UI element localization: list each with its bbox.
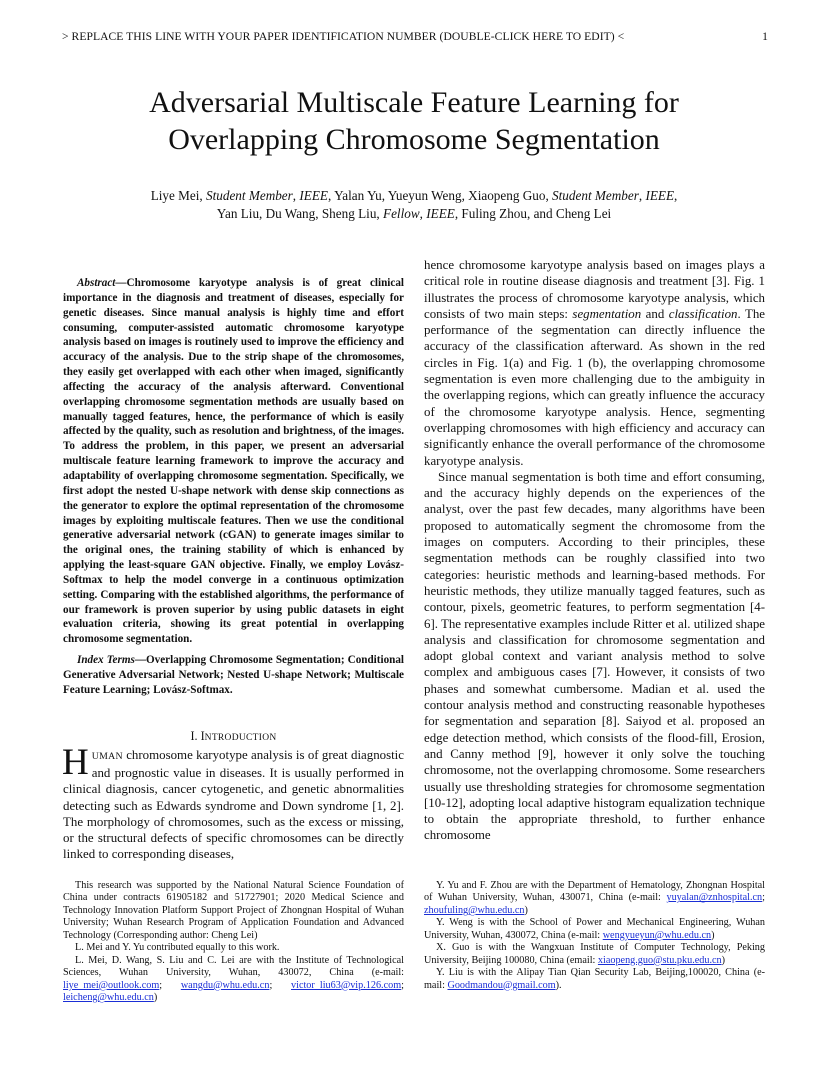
separator: ; — [401, 979, 404, 991]
intro-smallcaps: UMAN — [91, 751, 123, 762]
footnote-text: Y. Yu and F. Zhou are with the Department of Hematology, Zhongnan Hospital of Wuhan University, Wuhan, 430071, China (e-mail: — [424, 880, 765, 904]
footnote: This research was supported by the National Natural Science Foundation of China under contracts 61905182 and 51727901; 2020 Medical Science and Technology Innovation Platform Support Project of Zhongnan Hospital of Wuhan University; Wuhan Research Program of Application Foundation and Advanced Technology (Corresponding author: Cheng Lei) — [63, 880, 404, 941]
author-org: IEEE — [299, 188, 328, 203]
author-text: Yan Liu, Du Wang, Sheng Liu, — [216, 206, 384, 221]
email-link[interactable]: xiaopeng.guo@stu.pku.edu.cn — [597, 954, 722, 966]
footnote: L. Mei and Y. Yu contributed equally to this work. — [75, 942, 280, 954]
email-link[interactable]: wangdu@whu.edu.cn — [180, 979, 270, 991]
footnote-text: Y. Weng is with the School of Power and Mechanical Engineering, Wuhan University, Wuhan, 430072, China (e-mail: — [424, 917, 765, 941]
title-line-2: Overlapping Chromosome Segmentation — [168, 123, 660, 156]
author-role: Fellow — [383, 206, 420, 221]
footnote — [424, 942, 765, 967]
footnote — [424, 880, 765, 917]
section-numeral: I. — [190, 729, 201, 743]
footnote — [63, 955, 404, 1005]
footnotes-right — [424, 880, 765, 992]
author-text: Yalan Yu, Yueyun Weng, Xiaopeng Guo, — [334, 188, 553, 203]
separator: ; — [762, 892, 765, 904]
email-link[interactable]: wengyueyun@whu.edu.cn — [602, 929, 712, 941]
abstract-label: Abstract — [77, 277, 116, 289]
intro-text: chromosome karyotype analysis is of great diagnostic and prognostic value in diseases. It is usually performed in clinical diagnosis, cancer cytogenetic, and genetic abnormalities detecting such as Edwards syndrome and Down syndrome [1, 2]. The morphology of chromosomes, such as the excess or missing, or the structural defects of specific chromosomes can be directly linked to corresponding diseases, — [63, 748, 404, 862]
emphasis: segmentation — [572, 306, 642, 321]
body-text: hence chromosome karyotype analysis based on images plays a critical role in routine disease diagnosis and treatment [3]. Fig. 1 illustrates the process of chromosome karyotype analysis, which consists of two main steps: — [424, 258, 765, 321]
footnote-end: ) — [721, 954, 726, 966]
author-line-2: Yan Liu, Du Wang, Sheng Liu, Fellow, IEEE, Fuling Zhou, and Cheng Lei — [216, 206, 612, 221]
title-line-1: Adversarial Multiscale Feature Learning for — [149, 86, 679, 119]
running-head-text: > REPLACE THIS LINE WITH YOUR PAPER IDENTIFICATION NUMBER (DOUBLE-CLICK HERE TO EDIT) < — [62, 30, 625, 43]
page-number: 1 — [762, 30, 768, 43]
footnote-text: L. Mei, D. Wang, S. Liu and C. Lei are with the Institute of Technological Sciences, Wuhan University, Wuhan, 430072, China (e-mail: — [63, 954, 404, 979]
author-role: Student Member — [206, 188, 293, 203]
emphasis: classification — [668, 306, 738, 321]
email-link[interactable]: zhoufuling@whu.edu.cn — [424, 904, 525, 916]
footnotes-left — [63, 880, 404, 1005]
author-role: Student Member — [552, 188, 639, 203]
index-terms-text: —Overlapping Chromosome Segmentation; Conditional Generative Adversarial Network; Nested U-shape Network; Multiscale Feature Learning; Lovász-Softmax. — [63, 654, 405, 696]
body-paragraph: Since manual segmentation is both time and effort consuming, and the accuracy highly depends on the experiences of the analyst, over the past few decades, many algorithms have been proposed to automatically segment the chromosome from the images on computers. According to their principles, these segmentation methods can be roughly classified into two categories: heuristic methods and learning-based methods. For heuristic methods, they utilize manually tagged features, such as contour, pixels, geometric features, to perform segmentation [4-6]. The representative examples include Ritter et al. utilized shape analysis and classification for chromosome segmentation and adopt global context and variant analysis method to solve complex and ambiguous cases [7]. However, it consists of two phases and somewhat cumbersome. Madian et al. used the contour analysis method and constructing reasonable hypotheses for segmentation and separation [8]. Saiyod et al. proposed an edge detection method, which consists of the flood-fill, Erosion, and Canny method [9], however it only solve the touching chromosome, not the overlapping chromosome. Some researchers usually use thresholding strategies for chromosome segmentation [10-12], adopting local adaptive histogram equalization technique to obtain the appropriate threshold, to further enhance chromosome — [424, 469, 765, 843]
introduction-paragraph — [62, 742, 404, 862]
section-title-rest: NTRODUCTION — [204, 733, 277, 743]
index-terms-label: Index Terms — [77, 654, 135, 666]
footnote-text: Y. Liu is with the Alipay Tian Qian Security Lab, Beijing,100020, China (e-mail: — [424, 967, 765, 991]
footnote-end: ) — [711, 929, 715, 941]
email-link[interactable]: leicheng@whu.edu.cn — [63, 992, 154, 1004]
author-text: Liye Mei, — [150, 188, 206, 203]
section-heading — [63, 729, 404, 744]
index-terms — [63, 653, 404, 698]
author-list — [60, 187, 768, 223]
separator: ; — [269, 979, 292, 991]
email-link[interactable]: Goodmandou@gmail.com — [447, 979, 556, 991]
footnote-end: ). — [555, 979, 562, 991]
body-text: . The performance of the segmentation can directly influence the accuracy of the classification afterward. As shown in the red circles in Fig. 1(a) and Fig. 1 (b), the overlapping chromosome segmentation is even more challenging due to the ambiguity in the overlapping regions, which can greatly influence the accuracy of the chromosome karyotype analysis. Hence, segmenting overlapping chromosomes with high efficiency and accuracy can significantly enhance the overall performance of the chromosome karyotype analysis. — [424, 306, 765, 468]
paper-title — [60, 84, 768, 158]
email-link[interactable]: liye_mei@outlook.com — [63, 979, 160, 991]
abstract — [63, 276, 404, 647]
footnote — [424, 917, 765, 942]
section-first-letter: I — [200, 729, 205, 743]
footnote-end: ) — [153, 992, 158, 1004]
author-org: IEEE — [645, 188, 674, 203]
abstract-text: —Chromosome karyotype analysis is of great clinical importance in the diagnosis and treatment of diseases, especially for genetic diseases. Since manual analysis is highly time and effort consuming, computer-assisted automatic chromosome karyotype analysis based on images is routinely used to improve the efficiency and accuracy of the analysis. Due to the strip shape of the chromosomes, they easily get overlapped with each other when imaged, significantly affecting the accuracy of the analysis afterward. Conventional overlapping chromosome segmentation methods are usually based on manually tagged features, hence, the performance of which is easily affected by the quality, such as resolution and brightness, of the images. To address the problem, in this paper, we present an adversarial multiscale feature learning framework to improve the accuracy and adaptability of overlapping chromosome segmentation. Specifically, we first adopt the nested U-shape network with dense skip connections as the generator to explore the optimal representation of the chromosome images by exploiting multiscale features. Then we use the conditional generative adversarial network (cGAN) to generate images similar to the original ones, the training stability of which is enhanced by applying the least-square GAN objective. Finally, we employ Lovász-Softmax to help the model converge in a continuous optimization setting. Comparing with the established algorithms, the performance of our framework is proven superior by using public datasets in eight evaluation criteria, showing its great potential in overlapping chromosome segmentation. — [63, 277, 404, 646]
footnote-text: X. Guo is with the Wangxuan Institute of Computer Technology, Peking University, Beijing 100080, China (email: — [424, 942, 765, 966]
author-org: IEEE — [426, 206, 455, 221]
body-paragraph — [424, 257, 765, 469]
author-text: Fuling Zhou, and Cheng Lei — [461, 206, 612, 221]
running-header — [62, 30, 768, 43]
body-text: and — [641, 306, 669, 321]
email-link[interactable]: yuyalan@znhospital.cn — [666, 892, 763, 904]
separator: ; — [159, 979, 181, 991]
footnote — [424, 967, 765, 992]
email-link[interactable]: victor_liu63@vip.126.com — [291, 979, 402, 991]
right-column-body — [424, 257, 765, 844]
drop-cap: H — [62, 742, 89, 783]
author-line-1: Liye Mei, Student Member, IEEE, Yalan Yu, Yueyun Weng, Xiaopeng Guo, Student Member, IEEE, — [150, 188, 678, 203]
footnote-end: ) — [524, 904, 528, 916]
